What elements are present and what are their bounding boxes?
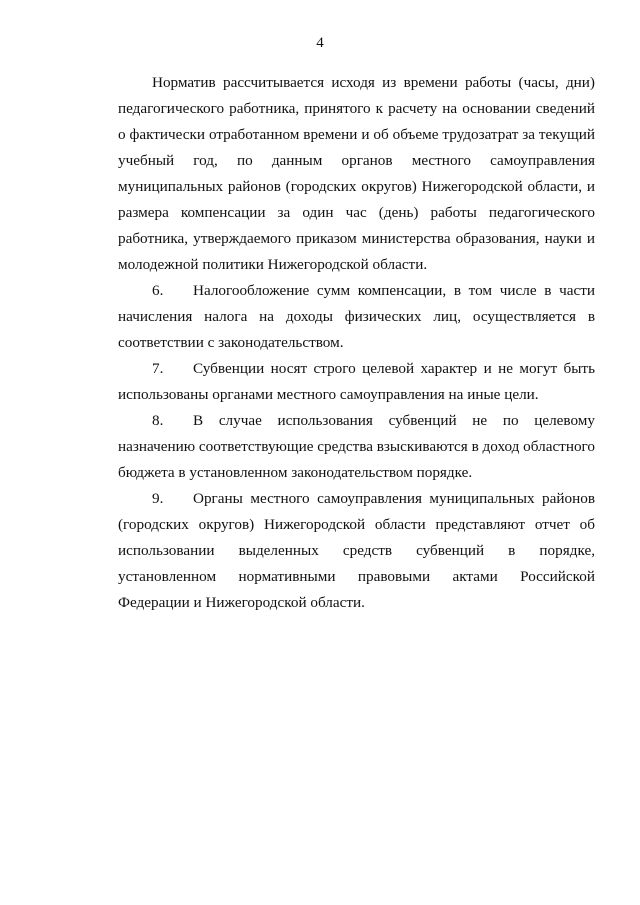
paragraph-text: Налогообложение сумм компенсации, в том числе в части начисления налога на доходы физических лиц, осуществляется в соответствии с законодательством. — [118, 282, 595, 351]
paragraph-number: 8. — [152, 412, 164, 429]
paragraph-7-subventions-purpose — [118, 356, 595, 408]
page-number: 4 — [316, 35, 324, 51]
paragraph-normative — [118, 70, 595, 278]
paragraph-number: 6. — [152, 282, 164, 299]
document-body — [118, 70, 595, 616]
paragraph-8-misuse-recovery — [118, 408, 595, 486]
paragraph-text: В случае использования субвенций не по целевому назначению соответствующие средства взыскиваются в доход областного бюджета в установленном законодательством порядке. — [118, 412, 595, 481]
paragraph-6-taxation — [118, 278, 595, 356]
paragraph-text: Субвенции носят строго целевой характер и не могут быть использованы органами местного самоуправления на иные цели. — [118, 360, 595, 403]
paragraph-text: Норматив рассчитывается исходя из времени работы (часы, дни) педагогического работника, принятого к расчету на основании сведений о фактически отработанном времени и об объеме трудозатрат за текущий учебный год, по данным органов местного самоуправления муниципальных районов (городских округов) Нижегородской области, и размера компенсации за один час (день) работы педагогического работника, утверждаемого приказом министерства образования, науки и молодежной политики Нижегородской области. — [118, 74, 595, 273]
paragraph-number: 7. — [152, 360, 164, 377]
paragraph-number: 9. — [152, 490, 164, 507]
paragraph-9-reporting — [118, 486, 595, 616]
paragraph-text: Органы местного самоуправления муниципальных районов (городских округов) Нижегородской области представляют отчет об использовании выделенных средств субвенций в порядке, установленном нормативными правовыми актами Российской Федерации и Нижегородской области. — [118, 490, 595, 611]
